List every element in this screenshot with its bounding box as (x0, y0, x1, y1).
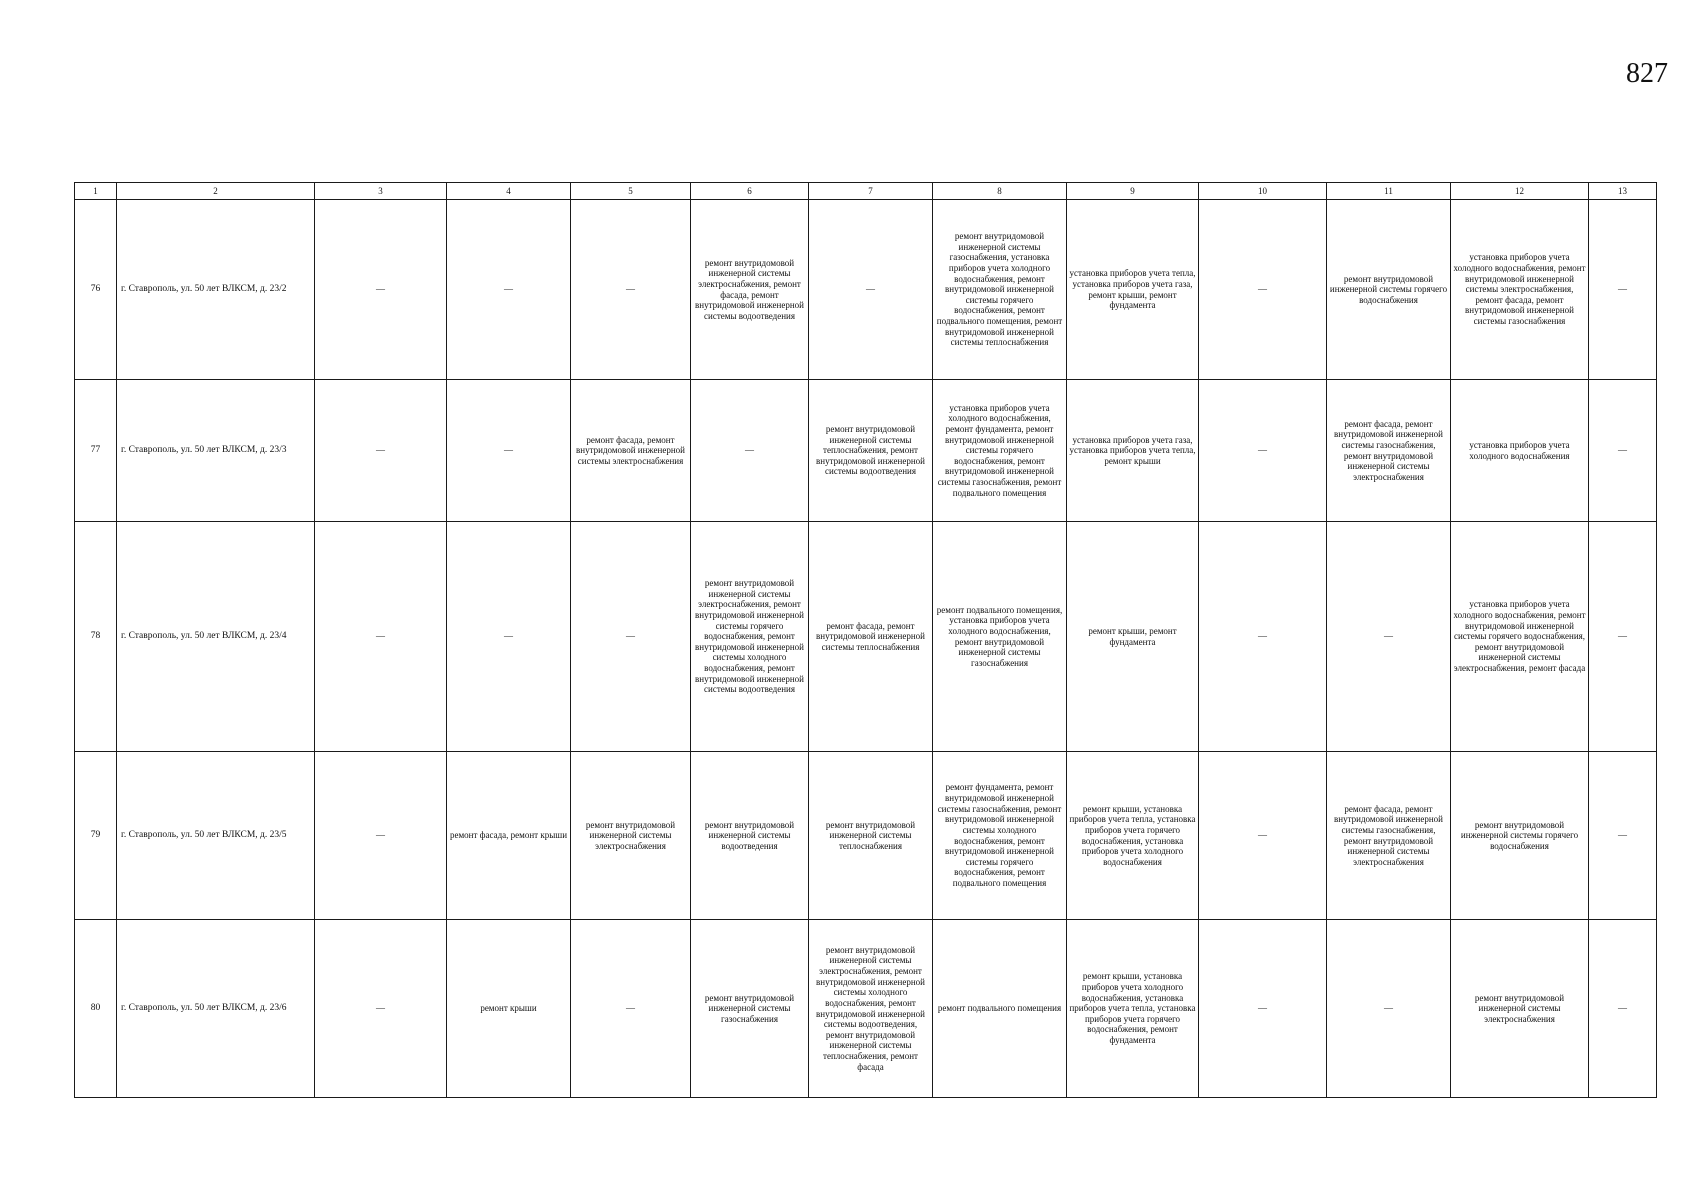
column-header: 5 (571, 183, 691, 200)
table-cell: — (315, 380, 447, 522)
column-header: 2 (117, 183, 315, 200)
table-cell: ремонт крыши, установка приборов учета тепла, установка приборов учета горячего водоснабжения, установка приборов учета холодного водоснабжения (1067, 752, 1199, 920)
table-cell: ремонт фасада, ремонт внутридомовой инженерной системы газоснабжения, ремонт внутридомовой инженерной системы электроснабжения (1327, 380, 1451, 522)
table-row (75, 200, 1657, 380)
table-cell: — (571, 522, 691, 752)
column-header: 3 (315, 183, 447, 200)
table-cell: — (1589, 752, 1657, 920)
column-header: 7 (809, 183, 933, 200)
table-cell: ремонт внутридомовой инженерной системы электроснабжения (571, 752, 691, 920)
table-cell: — (447, 522, 571, 752)
address-cell: г. Ставрополь, ул. 50 лет ВЛКСМ, д. 23/4 (117, 522, 315, 752)
row-number: 77 (75, 380, 117, 522)
table-cell: ремонт внутридомовой инженерной системы газоснабжения, установка приборов учета холодного водоснабжения, ремонт внутридомовой инженерной системы горячего водоснабжения, ремонт подвального помещения, ремонт внутридомовой инженерной системы теплоснабжения (933, 200, 1067, 380)
table-cell: — (1199, 920, 1327, 1098)
table-cell: ремонт внутридомовой инженерной системы горячего водоснабжения (1327, 200, 1451, 380)
column-header: 13 (1589, 183, 1657, 200)
table-cell: ремонт внутридомовой инженерной системы горячего водоснабжения (1451, 752, 1589, 920)
table-cell: — (315, 522, 447, 752)
column-header: 10 (1199, 183, 1327, 200)
table-cell: ремонт внутридомовой инженерной системы электроснабжения, ремонт фасада, ремонт внутридомовой инженерной системы водоотведения (691, 200, 809, 380)
table-cell: — (315, 752, 447, 920)
table-cell: ремонт внутридомовой инженерной системы водоотведения (691, 752, 809, 920)
table-cell: ремонт крыши (447, 920, 571, 1098)
table-cell: — (447, 380, 571, 522)
table-cell: — (315, 200, 447, 380)
row-number: 79 (75, 752, 117, 920)
table-cell: установка приборов учета холодного водоснабжения (1451, 380, 1589, 522)
table-cell: ремонт внутридомовой инженерной системы газоснабжения (691, 920, 809, 1098)
address-cell: г. Ставрополь, ул. 50 лет ВЛКСМ, д. 23/6 (117, 920, 315, 1098)
table-cell: ремонт фасада, ремонт внутридомовой инженерной системы газоснабжения, ремонт внутридомовой инженерной системы электроснабжения (1327, 752, 1451, 920)
row-number: 78 (75, 522, 117, 752)
table-cell: установка приборов учета холодного водоснабжения, ремонт фундамента, ремонт внутридомовой инженерной системы горячего водоснабжения, ремонт внутридомовой инженерной системы газоснабжения, ремонт подвального помещения (933, 380, 1067, 522)
table-cell: — (1199, 522, 1327, 752)
table-cell: ремонт крыши, установка приборов учета холодного водоснабжения, установка приборов учета тепла, установка приборов учета горячего водоснабжения, ремонт фундамента (1067, 920, 1199, 1098)
table-cell: — (447, 200, 571, 380)
table-cell: — (315, 920, 447, 1098)
table-cell: ремонт фасада, ремонт внутридомовой инженерной системы электроснабжения (571, 380, 691, 522)
table-cell: установка приборов учета холодного водоснабжения, ремонт внутридомовой инженерной системы горячего водоснабжения, ремонт внутридомовой инженерной системы электроснабжения, ремонт фасада (1451, 522, 1589, 752)
address-cell: г. Ставрополь, ул. 50 лет ВЛКСМ, д. 23/3 (117, 380, 315, 522)
table-cell: ремонт фасада, ремонт внутридомовой инженерной системы теплоснабжения (809, 522, 933, 752)
table-cell: установка приборов учета тепла, установка приборов учета газа, ремонт крыши, ремонт фундамента (1067, 200, 1199, 380)
table-cell: — (1589, 380, 1657, 522)
table-cell: — (1199, 200, 1327, 380)
table-row (75, 752, 1657, 920)
column-header: 12 (1451, 183, 1589, 200)
table-row (75, 522, 1657, 752)
table-cell: ремонт внутридомовой инженерной системы электроснабжения (1451, 920, 1589, 1098)
table-cell: — (1589, 920, 1657, 1098)
column-header: 8 (933, 183, 1067, 200)
column-header: 1 (75, 183, 117, 200)
table-cell: ремонт фасада, ремонт крыши (447, 752, 571, 920)
address-cell: г. Ставрополь, ул. 50 лет ВЛКСМ, д. 23/5 (117, 752, 315, 920)
table-row (75, 920, 1657, 1098)
table-cell: — (1589, 200, 1657, 380)
table-cell: ремонт внутридомовой инженерной системы теплоснабжения (809, 752, 933, 920)
table-cell: ремонт подвального помещения (933, 920, 1067, 1098)
table-cell: ремонт подвального помещения, установка приборов учета холодного водоснабжения, ремонт внутридомовой инженерной системы газоснабжения (933, 522, 1067, 752)
column-header: 6 (691, 183, 809, 200)
table-cell: ремонт внутридомовой инженерной системы теплоснабжения, ремонт внутридомовой инженерной системы водоотведения (809, 380, 933, 522)
page-number: 827 (1626, 58, 1668, 89)
row-number: 80 (75, 920, 117, 1098)
table-cell: ремонт фундамента, ремонт внутридомовой инженерной системы газоснабжения, ремонт внутридомовой инженерной системы холодного водоснабжения, ремонт внутридомовой инженерной системы горячего водоснабжения, ремонт подвального помещения (933, 752, 1067, 920)
column-header: 11 (1327, 183, 1451, 200)
table-cell: ремонт крыши, ремонт фундамента (1067, 522, 1199, 752)
table-cell: — (1199, 380, 1327, 522)
table-cell: — (1589, 522, 1657, 752)
table-cell: установка приборов учета холодного водоснабжения, ремонт внутридомовой инженерной системы электроснабжения, ремонт фасада, ремонт внутридомовой инженерной системы газоснабжения (1451, 200, 1589, 380)
address-cell: г. Ставрополь, ул. 50 лет ВЛКСМ, д. 23/2 (117, 200, 315, 380)
table-cell: установка приборов учета газа, установка приборов учета тепла, ремонт крыши (1067, 380, 1199, 522)
table-cell: ремонт внутридомовой инженерной системы электроснабжения, ремонт внутридомовой инженерной системы холодного водоснабжения, ремонт внутридомовой инженерной системы водоотведения, ремонт внутридомовой инженерной системы теплоснабжения, ремонт фасада (809, 920, 933, 1098)
table-cell: — (1199, 752, 1327, 920)
table-cell: — (691, 380, 809, 522)
table-cell: ремонт внутридомовой инженерной системы электроснабжения, ремонт внутридомовой инженерной системы горячего водоснабжения, ремонт внутридомовой инженерной системы холодного водоснабжения, ремонт внутридомовой инженерной системы водоотведения (691, 522, 809, 752)
column-header: 9 (1067, 183, 1199, 200)
column-number-row (75, 183, 1657, 200)
row-number: 76 (75, 200, 117, 380)
table-cell: — (1327, 522, 1451, 752)
table-cell: — (571, 920, 691, 1098)
table-cell: — (571, 200, 691, 380)
repair-schedule-table (74, 182, 1657, 1098)
table-cell: — (809, 200, 933, 380)
column-header: 4 (447, 183, 571, 200)
table-row (75, 380, 1657, 522)
table-cell: — (1327, 920, 1451, 1098)
